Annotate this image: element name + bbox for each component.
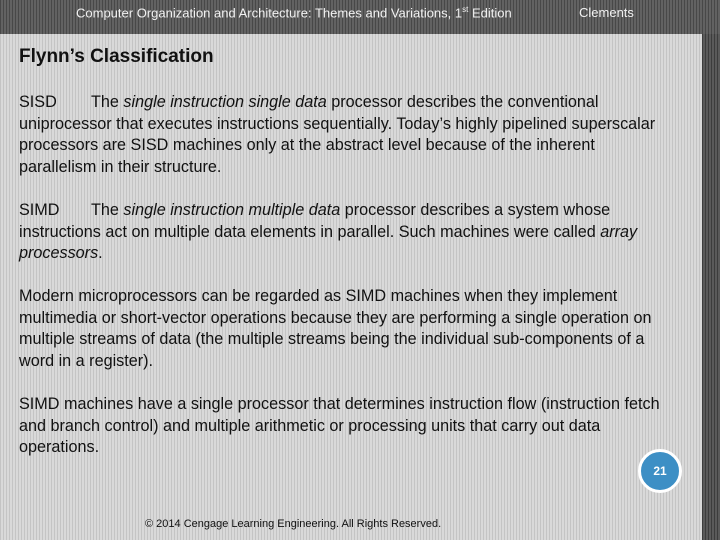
edition-superscript: st — [462, 5, 469, 14]
header-bar — [0, 0, 720, 34]
slide-title: Flynn’s Classification — [19, 46, 214, 67]
page-number-badge: 21 — [638, 449, 682, 493]
book-title: Computer Organization and Architecture: Themes and Variations, 1st Edition — [76, 5, 512, 21]
simd-term: SIMD — [19, 201, 60, 219]
copyright-footer: © 2014 Cengage Learning Engineering. All Rights Reserved. — [145, 518, 442, 530]
modern-microprocessors-paragraph: Modern microprocessors can be regarded as SIMD machines when they implement multimedia or short-vector operations because they are performing a single operation on multiple streams of data (the multiple streams being the individual sub-components of a word in a register). — [19, 287, 652, 370]
right-decor-strip — [702, 34, 720, 540]
simd-machines-paragraph: SIMD machines have a single processor that determines instruction flow (instruction fetch and branch control) and multiple arithmetic or processing units that carry out data operations. — [19, 395, 660, 456]
author-name: Clements — [579, 5, 634, 20]
sisd-term: SISD — [19, 93, 57, 111]
simd-paragraph: SIMD The single instruction multiple data processor describes a system whose instructions act on multiple data elements in parallel. Such machines were called array processors. — [19, 201, 638, 262]
sisd-paragraph: SISD The single instruction single data processor describes the conventional uniprocessor that executes instructions sequentially. Today’s highly pipelined superscalar processors are SISD machines only at the abstract level because of the inherent parallelism in their structure. — [19, 93, 656, 176]
